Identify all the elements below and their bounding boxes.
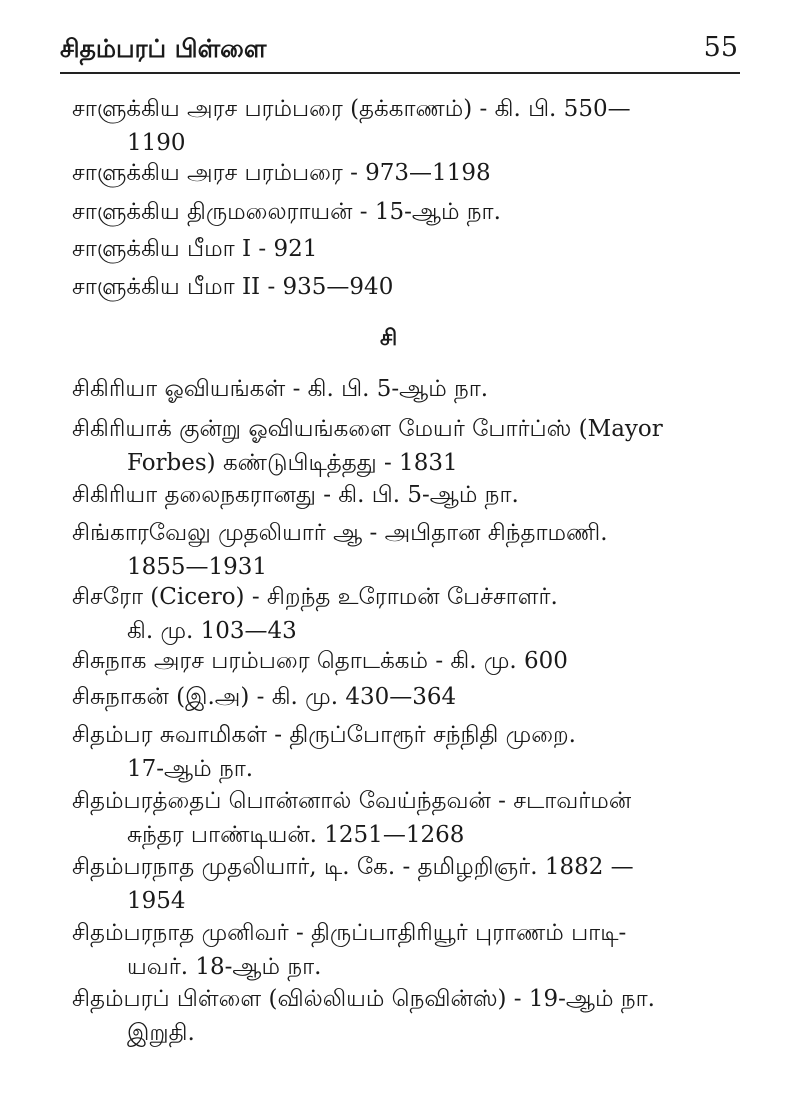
page-header	[60, 28, 740, 74]
entry-line: சிங்காரவேலு முதலியார் ஆ - அபிதான சிந்தாமணி.	[72, 520, 608, 546]
index-entry	[72, 92, 734, 160]
entry-line: சாளுக்கிய பீமா II - 935—940	[72, 274, 394, 300]
entry-line-continued: யவர். 18-ஆம் நா.	[127, 954, 322, 980]
index-entry	[72, 156, 734, 190]
entry-line: சிதம்பரப் பிள்ளை (வில்லியம் நெவின்ஸ்) - 19-ஆம் நா.	[72, 986, 655, 1012]
entry-line-continued: இறுதி.	[127, 1020, 195, 1046]
index-entry	[72, 412, 734, 480]
entry-line-continued: 1855—1931	[127, 554, 268, 580]
index-entry	[72, 372, 734, 406]
entry-line-continued: சுந்தர பாண்டியன். 1251—1268	[127, 822, 465, 848]
index-entry	[72, 195, 734, 229]
entry-line: சாளுக்கிய திருமலைராயன் - 15-ஆம் நா.	[72, 199, 501, 225]
entry-line: சாளுக்கிய பீமா I - 921	[72, 236, 318, 262]
index-entry	[72, 644, 734, 678]
index-entry	[72, 478, 734, 512]
entry-line: சிதம்பர சுவாமிகள் - திருப்போரூர் சந்நிதி முறை.	[72, 722, 576, 748]
section-letter: சி	[380, 326, 398, 351]
entry-line: சிசுநாக அரச பரம்பரை தொடக்கம் - கி. மு. 600	[72, 648, 568, 674]
entry-line-continued: கி. மு. 103—43	[127, 618, 297, 644]
index-entry	[72, 580, 734, 648]
entry-line: சிகிரியா ஓவியங்கள் - கி. பி. 5-ஆம் நா.	[72, 376, 489, 402]
entry-line: சிதம்பரநாத முனிவர் - திருப்பாதிரியூர் புராணம் பாடி-	[72, 920, 627, 946]
entry-line: சிதம்பரநாத முதலியார், டி. கே. - தமிழறிஞர். 1882 —	[72, 854, 634, 880]
index-entry	[72, 784, 734, 852]
index-entry	[72, 982, 734, 1050]
entry-line: சிகிரியாக் குன்று ஓவியங்களை மேயர் போர்ப்ஸ் (Mayor	[72, 416, 663, 442]
entry-line: சாளுக்கிய அரச பரம்பரை - 973—1198	[72, 160, 491, 186]
page-number: 55	[703, 32, 738, 63]
index-entry	[72, 718, 734, 786]
index-entry	[72, 232, 734, 266]
entry-line-continued: Forbes) கண்டுபிடித்தது - 1831	[127, 450, 458, 476]
running-title: சிதம்பரப் பிள்ளை	[60, 34, 267, 63]
entry-line: சிசுநாகன் (இ.அ) - கி. மு. 430—364	[72, 684, 457, 710]
entry-line: சிசரோ (Cicero) - சிறந்த உரோமன் பேச்சாளர்.	[72, 584, 558, 610]
index-entry	[72, 680, 734, 714]
entry-line: சிகிரியா தலைநகரானது - கி. பி. 5-ஆம் நா.	[72, 482, 519, 508]
index-entry	[72, 270, 734, 304]
entry-line: சிதம்பரத்தைப் பொன்னால் வேய்ந்தவன் - சடாவர்மன்	[72, 788, 632, 814]
entry-line-continued: 17-ஆம் நா.	[127, 756, 254, 782]
index-entry	[72, 850, 734, 918]
index-entry	[72, 916, 734, 984]
entry-line: சாளுக்கிய அரச பரம்பரை (தக்காணம்) - கி. பி. 550—	[72, 96, 631, 122]
entry-line-continued: 1954	[127, 888, 186, 914]
index-entry	[72, 516, 734, 584]
entry-line-continued: 1190	[127, 130, 186, 156]
